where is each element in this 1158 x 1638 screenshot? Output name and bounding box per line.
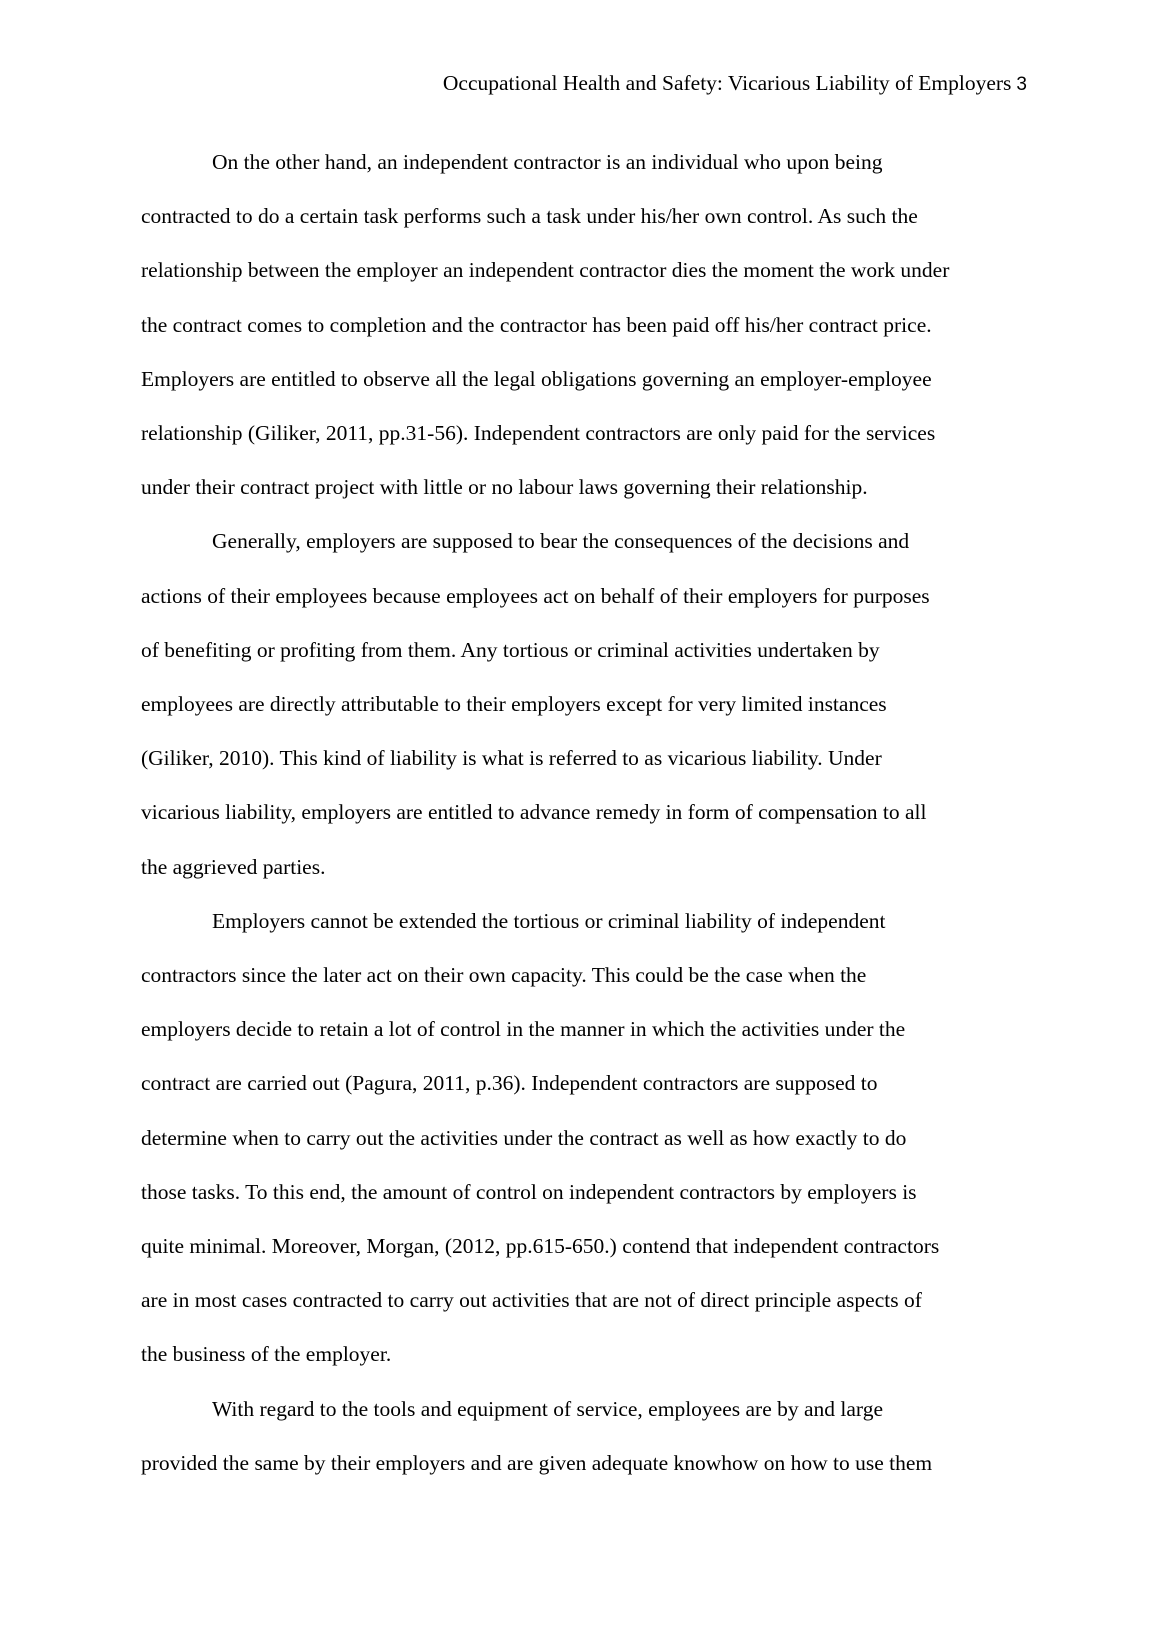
text-line: On the other hand, an independent contractor is an individual who upon being bbox=[212, 150, 883, 174]
text-line: the contract comes to completion and the contractor has been paid off his/her contract price. bbox=[141, 312, 932, 337]
running-title: Occupational Health and Safety: Vicarious Liability of Employers bbox=[442, 71, 1012, 95]
paragraph-contractor-liability bbox=[141, 894, 1031, 1382]
text-line: of benefiting or profiting from them. Any tortious or criminal activities undertaken by bbox=[141, 637, 880, 662]
paragraph-independent-contractor bbox=[141, 135, 1031, 514]
text-line: contract are carried out (Pagura, 2011, p.36). Independent contractors are supposed to bbox=[141, 1071, 878, 1096]
text-line: Employers are entitled to observe all the legal obligations governing an employer-employee bbox=[141, 366, 932, 391]
text-line: employers decide to retain a lot of control in the manner in which the activities under the bbox=[141, 1017, 906, 1042]
text-line: With regard to the tools and equipment of service, employees are by and large bbox=[212, 1396, 883, 1421]
text-line: contracted to do a certain task performs such a task under his/her own control. As such the bbox=[141, 204, 918, 229]
text-line: Employers cannot be extended the tortious or criminal liability of independent bbox=[212, 908, 886, 933]
text-line: relationship between the employer an independent contractor dies the moment the work under bbox=[141, 258, 950, 283]
paragraph-employer-consequences bbox=[141, 514, 1031, 893]
text-line: the aggrieved parties. bbox=[141, 854, 326, 879]
page-number: 3 bbox=[1016, 74, 1027, 95]
document-body bbox=[141, 135, 1031, 1490]
paragraph-tools-equipment bbox=[141, 1382, 1031, 1490]
text-line: contractors since the later act on their own capacity. This could be the case when the bbox=[141, 963, 867, 988]
text-line: are in most cases contracted to carry out activities that are not of direct principle aspects of bbox=[141, 1288, 922, 1313]
text-line: determine when to carry out the activities under the contract as well as how exactly to do bbox=[141, 1125, 907, 1150]
text-line: provided the same by their employers and are given adequate knowhow on how to use them bbox=[141, 1450, 933, 1475]
text-line: relationship (Giliker, 2011, pp.31-56). Independent contractors are only paid for the services bbox=[141, 421, 936, 446]
text-line: the business of the employer. bbox=[141, 1342, 392, 1367]
text-line: under their contract project with little or no labour laws governing their relationship. bbox=[141, 475, 868, 500]
text-line: actions of their employees because employees act on behalf of their employers for purposes bbox=[141, 583, 930, 608]
text-line: Generally, employers are supposed to bear the consequences of the decisions and bbox=[212, 529, 910, 554]
text-line: (Giliker, 2010). This kind of liability is what is referred to as vicarious liability. Under bbox=[141, 746, 882, 771]
text-line: vicarious liability, employers are entitled to advance remedy in form of compensation to all bbox=[141, 800, 927, 825]
text-line: those tasks. To this end, the amount of control on independent contractors by employers is bbox=[141, 1179, 917, 1204]
running-header bbox=[141, 68, 1027, 100]
text-line: employees are directly attributable to their employers except for very limited instances bbox=[141, 692, 887, 717]
text-line: quite minimal. Moreover, Morgan, (2012, pp.615-650.) contend that independent contractors bbox=[141, 1234, 940, 1259]
